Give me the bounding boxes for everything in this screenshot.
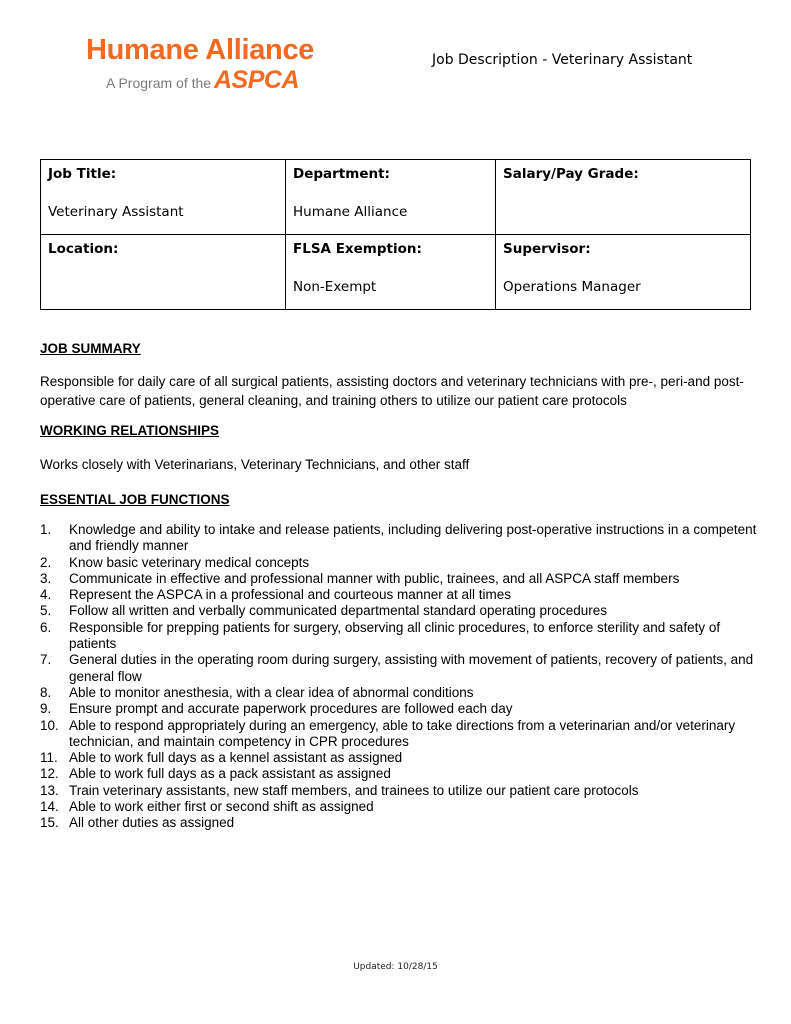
flsa-value: Non-Exempt (293, 279, 377, 295)
function-item (40, 603, 760, 619)
function-text: Able to work full days as a kennel assistant as assigned (69, 750, 403, 766)
humane-alliance-logo (86, 34, 336, 100)
function-text: Knowledge and ability to intake and release patients, including delivering post-operative instructions in a competent and friendly manner (69, 522, 757, 554)
function-item (40, 815, 760, 831)
essential-functions-heading: ESSENTIAL JOB FUNCTIONS (40, 492, 230, 507)
function-text: Able to work either first or second shift as assigned (69, 799, 374, 815)
function-number: 5. (40, 603, 52, 619)
job-info-table (40, 159, 751, 310)
function-text: Able to respond appropriately during an emergency, able to take directions from a veterinarian and/or veterinary technician, and maintain competency in CPR procedures (69, 717, 736, 749)
function-text: Represent the ASPCA in a professional and courteous manner at all times (69, 587, 511, 603)
function-number: 9. (40, 701, 52, 717)
function-item (40, 587, 760, 603)
function-number: 1. (40, 522, 52, 537)
function-item (40, 718, 760, 751)
function-text: Ensure prompt and accurate paperwork procedures are followed each day (69, 701, 513, 717)
flsa-cell (286, 235, 496, 310)
function-text: Communicate in effective and professional manner with public, trainees, and all ASPCA staff members (69, 570, 680, 586)
function-item (40, 620, 760, 653)
salary-label: Salary/Pay Grade: (503, 166, 639, 182)
job-summary-heading: JOB SUMMARY (40, 341, 141, 356)
document-title: Job Description - Veterinary Assistant (432, 52, 693, 68)
function-number: 14. (40, 799, 59, 815)
function-item (40, 701, 760, 717)
function-number: 15. (40, 815, 59, 831)
function-number: 13. (40, 782, 59, 798)
function-item (40, 766, 760, 782)
function-item (40, 783, 760, 799)
function-number: 3. (40, 570, 52, 586)
supervisor-cell (496, 235, 751, 310)
location-cell (41, 235, 286, 310)
department-cell (286, 160, 496, 235)
function-text: Able to work full days as a pack assistant as assigned (69, 766, 391, 782)
logo-subtitle: A Program of the (106, 75, 212, 91)
supervisor-label: Supervisor: (503, 241, 591, 257)
function-number: 11. (40, 750, 58, 766)
info-row-2 (41, 235, 751, 310)
function-number: 2. (40, 554, 52, 570)
function-item (40, 571, 760, 587)
logo-title: Humane Alliance (86, 34, 315, 66)
location-label: Location: (48, 241, 119, 257)
department-value: Humane Alliance (293, 204, 408, 220)
working-relationships-text: Works closely with Veterinarians, Veterinary Technicians, and other staff (40, 457, 470, 472)
function-text: Responsible for prepping patients for surgery, observing all clinic procedures, to enforce sterility and safety of patients (69, 619, 721, 652)
function-item (40, 652, 760, 685)
function-item (40, 750, 760, 766)
job-title-cell (41, 160, 286, 235)
job-summary-text: Responsible for daily care of all surgical patients, assisting doctors and veterinary technicians with pre-, peri-and post-operative care of patients, general cleaning, and training others to utilize our patient care protocols (40, 374, 744, 408)
department-label: Department: (293, 166, 390, 182)
function-item (40, 685, 760, 701)
logo-brand: ASPCA (214, 66, 300, 94)
working-relationships-heading: WORKING RELATIONSHIPS (40, 423, 220, 438)
footer-updated: Updated: 10/28/15 (353, 962, 438, 972)
function-number: 10. (40, 717, 59, 733)
salary-cell (496, 160, 751, 235)
function-text: Train veterinary assistants, new staff members, and trainees to utilize our patient care protocols (69, 782, 639, 798)
essential-functions-list (40, 522, 760, 832)
function-item (40, 555, 760, 571)
function-number: 12. (40, 766, 59, 782)
function-text: Follow all written and verbally communicated departmental standard operating procedures (69, 603, 608, 619)
function-text: Know basic veterinary medical concepts (69, 554, 310, 570)
info-row-1 (41, 160, 751, 235)
function-number: 7. (40, 652, 52, 668)
flsa-label: FLSA Exemption: (293, 241, 422, 257)
function-number: 6. (40, 619, 52, 635)
function-item (40, 522, 760, 555)
function-number: 8. (40, 684, 52, 700)
function-number: 4. (40, 587, 52, 603)
job-title-label: Job Title: (48, 166, 117, 182)
function-item (40, 799, 760, 815)
supervisor-value: Operations Manager (503, 279, 641, 295)
function-text: All other duties as assigned (69, 815, 235, 831)
function-text: Able to monitor anesthesia, with a clear idea of abnormal conditions (69, 684, 474, 700)
function-text: General duties in the operating room during surgery, assisting with movement of patients, recovery of patients, and general flow (69, 652, 754, 684)
job-title-value: Veterinary Assistant (48, 204, 184, 220)
